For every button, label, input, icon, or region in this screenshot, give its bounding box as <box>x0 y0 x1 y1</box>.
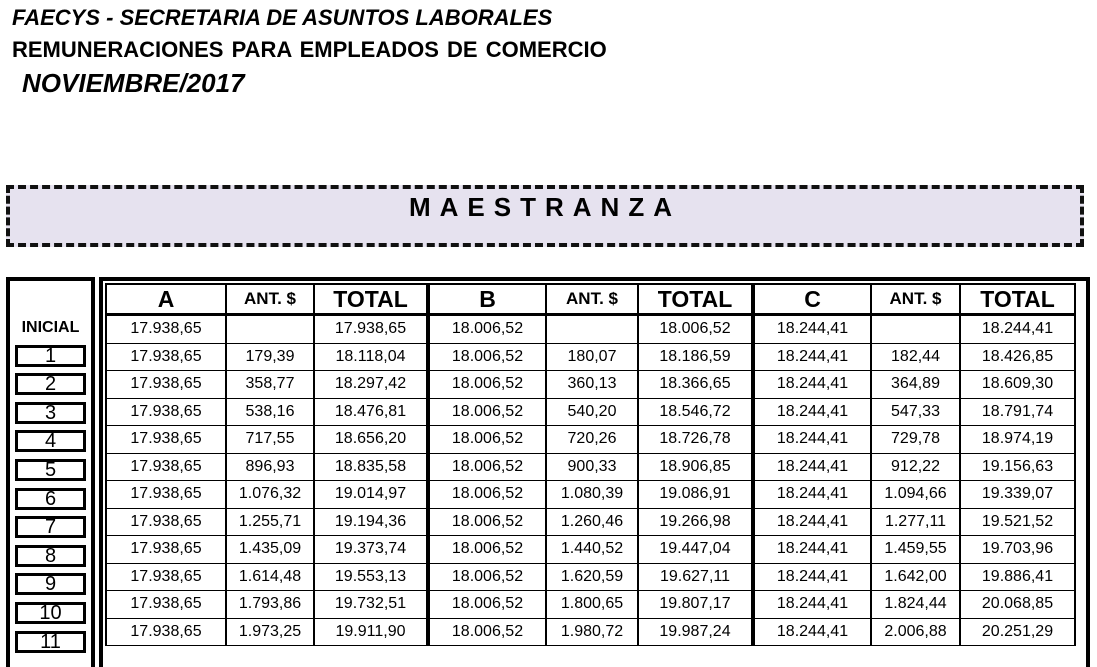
table-row <box>106 343 1075 371</box>
salary-cell: 18.546,72 <box>638 398 753 426</box>
salary-cell: 18.244,41 <box>753 508 871 536</box>
salary-cell: 17.938,65 <box>106 426 226 454</box>
salary-cell: 18.244,41 <box>753 591 871 619</box>
salary-cell: 1.642,00 <box>871 563 960 591</box>
row-label-box: 7 <box>15 516 86 538</box>
salary-cell: 18.006,52 <box>428 481 546 509</box>
salary-table <box>105 283 1076 646</box>
salary-cell: 19.014,97 <box>314 481 428 509</box>
salary-cell: 18.006,52 <box>428 371 546 399</box>
salary-cell: 18.791,74 <box>960 398 1075 426</box>
salary-cell: 1.076,32 <box>226 481 314 509</box>
salary-cell: 18.906,85 <box>638 453 753 481</box>
salary-cell: 18.244,41 <box>753 481 871 509</box>
salary-cell: 19.373,74 <box>314 536 428 564</box>
row-label-box: 8 <box>15 545 86 567</box>
salary-cell: 358,77 <box>226 371 314 399</box>
salary-cell: 19.911,90 <box>314 618 428 646</box>
salary-cell: 17.938,65 <box>106 398 226 426</box>
salary-cell: 18.006,52 <box>428 618 546 646</box>
salary-cell: 19.086,91 <box>638 481 753 509</box>
salary-cell: 1.793,86 <box>226 591 314 619</box>
table-row <box>106 481 1075 509</box>
salary-cell: 17.938,65 <box>106 453 226 481</box>
salary-cell <box>546 315 638 344</box>
salary-cell: 1.277,11 <box>871 508 960 536</box>
column-header: TOTAL <box>960 284 1075 315</box>
table-row <box>106 536 1075 564</box>
salary-cell: 18.244,41 <box>753 563 871 591</box>
row-label-box: 4 <box>15 430 86 452</box>
salary-cell: 20.251,29 <box>960 618 1075 646</box>
table-header-row <box>106 284 1075 315</box>
salary-cell: 18.244,41 <box>753 315 871 344</box>
salary-cell: 1.440,52 <box>546 536 638 564</box>
salary-cell: 900,33 <box>546 453 638 481</box>
column-header: ANT. $ <box>871 284 960 315</box>
category-title: MAESTRANZA <box>409 192 681 222</box>
salary-cell: 179,39 <box>226 343 314 371</box>
salary-cell: 20.068,85 <box>960 591 1075 619</box>
salary-cell: 538,16 <box>226 398 314 426</box>
salary-cell: 18.974,19 <box>960 426 1075 454</box>
salary-cell: 18.297,42 <box>314 371 428 399</box>
salary-cell: 18.006,52 <box>428 343 546 371</box>
organization-title: FAECYS - SECRETARIA DE ASUNTOS LABORALES <box>12 5 553 30</box>
column-header: B <box>428 284 546 315</box>
period-title: NOVIEMBRE/2017 <box>22 68 245 98</box>
salary-cell: 17.938,65 <box>106 343 226 371</box>
salary-cell: 19.194,36 <box>314 508 428 536</box>
salary-cell: 18.006,52 <box>428 315 546 344</box>
salary-cell: 1.620,59 <box>546 563 638 591</box>
salary-cell <box>871 315 960 344</box>
table-row <box>106 426 1075 454</box>
table-row <box>106 508 1075 536</box>
salary-cell: 18.726,78 <box>638 426 753 454</box>
table-row <box>106 315 1075 344</box>
salary-cell: 18.426,85 <box>960 343 1075 371</box>
salary-cell: 18.244,41 <box>960 315 1075 344</box>
salary-cell: 1.973,25 <box>226 618 314 646</box>
salary-cell: 1.800,65 <box>546 591 638 619</box>
salary-cell: 17.938,65 <box>314 315 428 344</box>
salary-cell: 720,26 <box>546 426 638 454</box>
salary-cell: 1.094,66 <box>871 481 960 509</box>
salary-cell <box>226 315 314 344</box>
salary-cell: 1.824,44 <box>871 591 960 619</box>
salary-cell: 18.656,20 <box>314 426 428 454</box>
salary-cell: 18.476,81 <box>314 398 428 426</box>
column-header: TOTAL <box>314 284 428 315</box>
salary-cell: 1.255,71 <box>226 508 314 536</box>
salary-cell: 18.244,41 <box>753 343 871 371</box>
salary-cell: 17.938,65 <box>106 591 226 619</box>
salary-cell: 182,44 <box>871 343 960 371</box>
category-banner <box>6 185 1084 247</box>
salary-cell: 18.186,59 <box>638 343 753 371</box>
salary-cell: 18.118,04 <box>314 343 428 371</box>
row-label-box: 11 <box>15 631 86 653</box>
row-label-initial: INICIAL <box>21 319 80 336</box>
salary-cell: 18.244,41 <box>753 453 871 481</box>
salary-cell: 2.006,88 <box>871 618 960 646</box>
salary-cell: 896,93 <box>226 453 314 481</box>
salary-cell: 18.244,41 <box>753 536 871 564</box>
salary-cell: 360,13 <box>546 371 638 399</box>
salary-cell: 17.938,65 <box>106 481 226 509</box>
salary-cell: 18.006,52 <box>428 591 546 619</box>
salary-cell: 364,89 <box>871 371 960 399</box>
salary-cell: 1.435,09 <box>226 536 314 564</box>
salary-cell: 19.447,04 <box>638 536 753 564</box>
row-label-box: 2 <box>15 373 86 395</box>
salary-cell: 1.260,46 <box>546 508 638 536</box>
salary-cell: 19.886,41 <box>960 563 1075 591</box>
row-label-box: 3 <box>15 402 86 424</box>
salary-cell: 912,22 <box>871 453 960 481</box>
salary-cell: 18.244,41 <box>753 618 871 646</box>
salary-cell: 17.938,65 <box>106 315 226 344</box>
salary-cell: 540,20 <box>546 398 638 426</box>
table-row <box>106 453 1075 481</box>
salary-cell: 1.459,55 <box>871 536 960 564</box>
salary-cell: 19.807,17 <box>638 591 753 619</box>
salary-cell: 19.703,96 <box>960 536 1075 564</box>
salary-cell: 18.006,52 <box>428 536 546 564</box>
salary-cell: 19.521,52 <box>960 508 1075 536</box>
salary-cell: 18.006,52 <box>428 508 546 536</box>
salary-cell: 17.938,65 <box>106 563 226 591</box>
salary-cell: 19.266,98 <box>638 508 753 536</box>
salary-cell: 18.244,41 <box>753 426 871 454</box>
column-header: ANT. $ <box>546 284 638 315</box>
salary-cell: 19.627,11 <box>638 563 753 591</box>
salary-cell: 1.080,39 <box>546 481 638 509</box>
table-row <box>106 398 1075 426</box>
row-label-box: 9 <box>15 573 86 595</box>
row-label-column <box>6 277 95 667</box>
row-label-box: 1 <box>15 345 86 367</box>
salary-cell: 717,55 <box>226 426 314 454</box>
row-label-box: 5 <box>15 459 86 481</box>
column-header: C <box>753 284 871 315</box>
salary-cell: 18.006,52 <box>428 426 546 454</box>
salary-cell: 180,07 <box>546 343 638 371</box>
salary-cell: 18.366,65 <box>638 371 753 399</box>
salary-cell: 19.732,51 <box>314 591 428 619</box>
row-label-box: 6 <box>15 488 86 510</box>
salary-cell: 19.156,63 <box>960 453 1075 481</box>
salary-cell: 17.938,65 <box>106 508 226 536</box>
document-subtitle: REMUNERACIONES PARA EMPLEADOS DE COMERCIO <box>12 37 607 62</box>
salary-cell: 18.244,41 <box>753 398 871 426</box>
salary-cell: 729,78 <box>871 426 960 454</box>
table-row <box>106 618 1075 646</box>
column-header: A <box>106 284 226 315</box>
salary-cell: 18.006,52 <box>428 398 546 426</box>
salary-cell: 17.938,65 <box>106 536 226 564</box>
table-row <box>106 371 1075 399</box>
salary-cell: 18.006,52 <box>428 453 546 481</box>
salary-cell: 1.614,48 <box>226 563 314 591</box>
salary-cell: 18.609,30 <box>960 371 1075 399</box>
salary-cell: 17.938,65 <box>106 618 226 646</box>
column-header: TOTAL <box>638 284 753 315</box>
row-label-box: 10 <box>15 602 86 624</box>
salary-cell: 19.339,07 <box>960 481 1075 509</box>
salary-cell: 18.006,52 <box>638 315 753 344</box>
table-row <box>106 563 1075 591</box>
salary-cell: 19.553,13 <box>314 563 428 591</box>
salary-table-frame <box>99 277 1090 667</box>
salary-cell: 19.987,24 <box>638 618 753 646</box>
salary-cell: 18.244,41 <box>753 371 871 399</box>
table-row <box>106 591 1075 619</box>
salary-cell: 18.835,58 <box>314 453 428 481</box>
column-header: ANT. $ <box>226 284 314 315</box>
salary-cell: 547,33 <box>871 398 960 426</box>
salary-cell: 17.938,65 <box>106 371 226 399</box>
salary-cell: 1.980,72 <box>546 618 638 646</box>
salary-cell: 18.006,52 <box>428 563 546 591</box>
